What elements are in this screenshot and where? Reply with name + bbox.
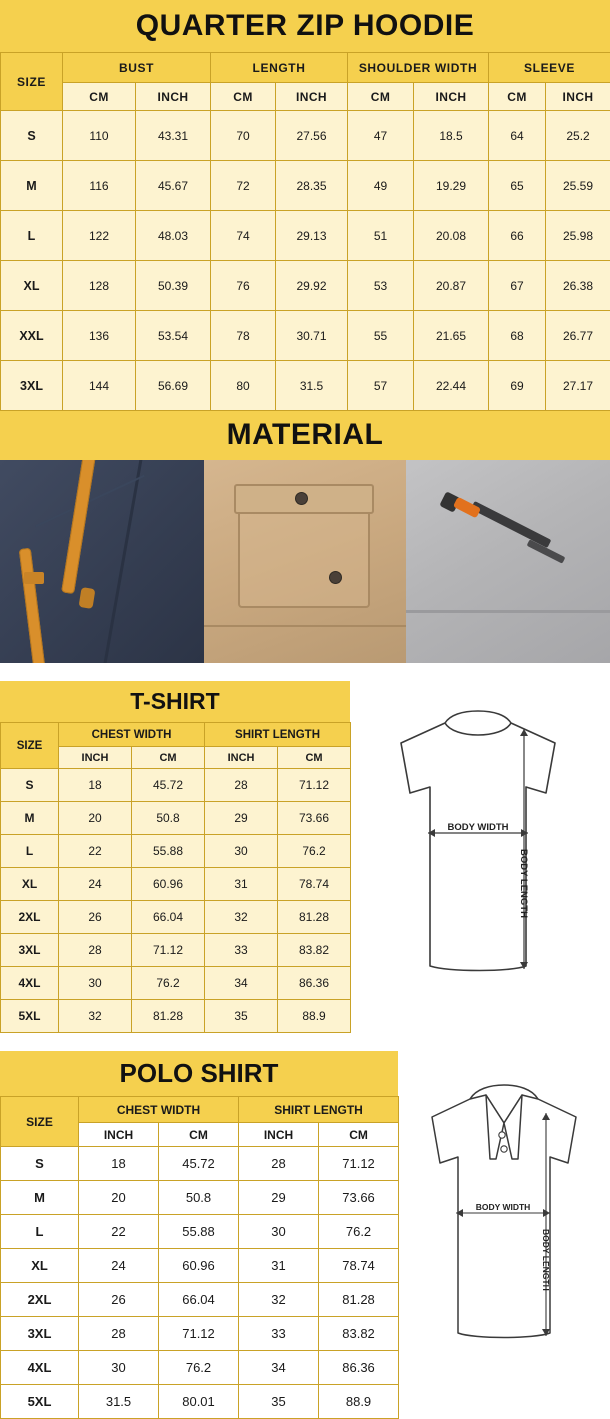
cell-value: 57 <box>348 361 414 411</box>
cell-value: 28 <box>205 769 278 802</box>
cell-value: 50.8 <box>132 802 205 835</box>
cell-value: 32 <box>205 901 278 934</box>
table-row <box>1 1385 399 1419</box>
cell-value: 71.12 <box>132 934 205 967</box>
cell-value: 35 <box>205 1000 278 1033</box>
cell-value: 56.69 <box>136 361 211 411</box>
cell-value: 73.66 <box>278 802 351 835</box>
cell-value: 29 <box>205 802 278 835</box>
unit-chest-cm: CM <box>132 747 205 769</box>
cell-size: XL <box>1 868 59 901</box>
table-row <box>1 361 610 411</box>
cell-value: 29 <box>239 1181 319 1215</box>
polo-section-title: POLO SHIRT <box>0 1051 398 1096</box>
cell-value: 30 <box>239 1215 319 1249</box>
cell-value: 34 <box>205 967 278 1000</box>
table-row <box>1 1283 399 1317</box>
cell-value: 73.66 <box>319 1181 399 1215</box>
table-row <box>1 769 351 802</box>
cell-value: 27.17 <box>546 361 610 411</box>
col-header-size: SIZE <box>1 1097 79 1147</box>
cell-value: 53.54 <box>136 311 211 361</box>
polo-illustration <box>398 1051 610 1371</box>
cell-size: XL <box>1 1249 79 1283</box>
snap-button-icon <box>296 493 307 504</box>
unit-length-cm: CM <box>211 83 276 111</box>
cell-value: 32 <box>239 1283 319 1317</box>
unit-bust-cm: CM <box>63 83 136 111</box>
cell-value: 20 <box>59 802 132 835</box>
cell-value: 22 <box>79 1215 159 1249</box>
col-header-shoulder-width: SHOULDER WIDTH <box>348 53 489 83</box>
table-row <box>1 261 610 311</box>
cell-value: 76.2 <box>278 835 351 868</box>
table-row <box>1 311 610 361</box>
cell-value: 28 <box>79 1317 159 1351</box>
cell-value: 67 <box>489 261 546 311</box>
cell-size: 3XL <box>1 361 63 411</box>
cell-value: 66.04 <box>132 901 205 934</box>
cell-size: L <box>1 1215 79 1249</box>
tshirt-illustration <box>350 681 610 1011</box>
cell-value: 60.96 <box>159 1249 239 1283</box>
table-row <box>1 934 351 967</box>
unit-length-inch: INCH <box>239 1123 319 1147</box>
cell-value: 51 <box>348 211 414 261</box>
cell-value: 29.92 <box>276 261 348 311</box>
cell-value: 76.2 <box>159 1351 239 1385</box>
unit-shoulder-inch: INCH <box>414 83 489 111</box>
tshirt-section <box>0 681 610 1033</box>
cell-value: 60.96 <box>132 868 205 901</box>
cell-value: 116 <box>63 161 136 211</box>
cell-value: 31 <box>205 868 278 901</box>
col-header-size: SIZE <box>1 53 63 111</box>
polo-section <box>0 1051 610 1419</box>
cell-value: 18 <box>59 769 132 802</box>
unit-chest-inch: INCH <box>79 1123 159 1147</box>
cell-value: 76.2 <box>319 1215 399 1249</box>
hoodie-size-table <box>0 52 610 411</box>
cell-value: 28 <box>239 1147 319 1181</box>
cell-value: 136 <box>63 311 136 361</box>
table-row <box>1 1317 399 1351</box>
cell-value: 30 <box>79 1351 159 1385</box>
cell-value: 83.82 <box>278 934 351 967</box>
cell-value: 20.87 <box>414 261 489 311</box>
col-header-shirt-length: SHIRT LENGTH <box>205 723 351 747</box>
cell-value: 33 <box>205 934 278 967</box>
table-row <box>1 1351 399 1385</box>
col-header-shirt-length: SHIRT LENGTH <box>239 1097 399 1123</box>
cell-size: M <box>1 802 59 835</box>
unit-chest-inch: INCH <box>59 747 132 769</box>
cell-value: 55 <box>348 311 414 361</box>
cell-value: 48.03 <box>136 211 211 261</box>
table-unit-row <box>1 83 610 111</box>
cell-value: 30 <box>59 967 132 1000</box>
cell-size: S <box>1 769 59 802</box>
cell-size: M <box>1 1181 79 1215</box>
cell-value: 71.12 <box>319 1147 399 1181</box>
cell-value: 28 <box>59 934 132 967</box>
table-header-row <box>1 723 351 747</box>
cell-value: 18.5 <box>414 111 489 161</box>
cell-value: 64 <box>489 111 546 161</box>
cell-value: 18 <box>79 1147 159 1181</box>
cell-value: 24 <box>79 1249 159 1283</box>
unit-length-inch: INCH <box>276 83 348 111</box>
cell-size: L <box>1 211 63 261</box>
cell-value: 71.12 <box>278 769 351 802</box>
cell-value: 65 <box>489 161 546 211</box>
hoodie-section-title: QUARTER ZIP HOODIE <box>0 0 610 52</box>
unit-chest-cm: CM <box>159 1123 239 1147</box>
khaki-pocket-photo <box>204 460 406 663</box>
cell-value: 66 <box>489 211 546 261</box>
table-row <box>1 161 610 211</box>
cell-value: 81.28 <box>278 901 351 934</box>
tshirt-diagram <box>350 681 610 1033</box>
cell-size: M <box>1 161 63 211</box>
cell-size: XL <box>1 261 63 311</box>
cell-size: 3XL <box>1 934 59 967</box>
table-row <box>1 967 351 1000</box>
cell-value: 80.01 <box>159 1385 239 1419</box>
cell-value: 55.88 <box>159 1215 239 1249</box>
cell-value: 20 <box>79 1181 159 1215</box>
cell-value: 49 <box>348 161 414 211</box>
table-row <box>1 211 610 261</box>
cell-value: 26 <box>59 901 132 934</box>
cell-value: 25.59 <box>546 161 610 211</box>
table-row <box>1 802 351 835</box>
table-row <box>1 111 610 161</box>
cell-value: 33 <box>239 1317 319 1351</box>
cell-size: 5XL <box>1 1385 79 1419</box>
cell-size: S <box>1 1147 79 1181</box>
cell-size: XXL <box>1 311 63 361</box>
col-header-length: LENGTH <box>211 53 348 83</box>
cell-value: 78.74 <box>319 1249 399 1283</box>
cell-size: 5XL <box>1 1000 59 1033</box>
col-header-chest-width: CHEST WIDTH <box>59 723 205 747</box>
cell-size: 4XL <box>1 1351 79 1385</box>
unit-length-inch: INCH <box>205 747 278 769</box>
cell-value: 76.2 <box>132 967 205 1000</box>
table-row <box>1 868 351 901</box>
cell-value: 25.2 <box>546 111 610 161</box>
cell-value: 68 <box>489 311 546 361</box>
cell-value: 34 <box>239 1351 319 1385</box>
cell-value: 31 <box>239 1249 319 1283</box>
cell-size: S <box>1 111 63 161</box>
cell-value: 22.44 <box>414 361 489 411</box>
cell-value: 80 <box>211 361 276 411</box>
cell-value: 66.04 <box>159 1283 239 1317</box>
cell-value: 31.5 <box>79 1385 159 1419</box>
tshirt-size-table <box>0 722 351 1033</box>
cell-value: 72 <box>211 161 276 211</box>
cell-value: 71.12 <box>159 1317 239 1351</box>
cell-value: 50.8 <box>159 1181 239 1215</box>
navy-drawstring-photo <box>0 460 204 663</box>
cell-value: 21.65 <box>414 311 489 361</box>
cell-value: 29.13 <box>276 211 348 261</box>
table-row <box>1 1215 399 1249</box>
tshirt-section-title: T-SHIRT <box>0 681 350 722</box>
cell-value: 128 <box>63 261 136 311</box>
cell-size: 4XL <box>1 967 59 1000</box>
col-header-chest-width: CHEST WIDTH <box>79 1097 239 1123</box>
cell-value: 32 <box>59 1000 132 1033</box>
cell-value: 74 <box>211 211 276 261</box>
cell-value: 70 <box>211 111 276 161</box>
body-width-label: BODY WIDTH <box>447 822 508 833</box>
cell-value: 24 <box>59 868 132 901</box>
table-row <box>1 1249 399 1283</box>
table-row <box>1 901 351 934</box>
cell-value: 50.39 <box>136 261 211 311</box>
grey-zipper-photo <box>406 460 610 663</box>
cell-value: 26 <box>79 1283 159 1317</box>
cell-value: 19.29 <box>414 161 489 211</box>
cell-value: 28.35 <box>276 161 348 211</box>
table-row <box>1 835 351 868</box>
unit-sleeve-inch: INCH <box>546 83 610 111</box>
cell-value: 31.5 <box>276 361 348 411</box>
cell-value: 26.38 <box>546 261 610 311</box>
cell-size: 2XL <box>1 1283 79 1317</box>
cell-value: 69 <box>489 361 546 411</box>
table-row <box>1 1000 351 1033</box>
unit-length-cm: CM <box>278 747 351 769</box>
cell-value: 86.36 <box>319 1351 399 1385</box>
cell-size: 3XL <box>1 1317 79 1351</box>
cell-value: 22 <box>59 835 132 868</box>
cell-value: 35 <box>239 1385 319 1419</box>
cell-value: 26.77 <box>546 311 610 361</box>
unit-sleeve-cm: CM <box>489 83 546 111</box>
cell-value: 122 <box>63 211 136 261</box>
unit-bust-inch: INCH <box>136 83 211 111</box>
cell-value: 81.28 <box>319 1283 399 1317</box>
table-header-row <box>1 1097 399 1123</box>
cell-value: 43.31 <box>136 111 211 161</box>
unit-shoulder-cm: CM <box>348 83 414 111</box>
cell-value: 88.9 <box>319 1385 399 1419</box>
polo-size-table <box>0 1096 399 1419</box>
cell-value: 78.74 <box>278 868 351 901</box>
cell-value: 47 <box>348 111 414 161</box>
col-header-size: SIZE <box>1 723 59 769</box>
cell-value: 20.08 <box>414 211 489 261</box>
cell-value: 30.71 <box>276 311 348 361</box>
cell-value: 45.72 <box>159 1147 239 1181</box>
table-row <box>1 1147 399 1181</box>
cell-value: 81.28 <box>132 1000 205 1033</box>
cell-value: 78 <box>211 311 276 361</box>
cell-value: 55.88 <box>132 835 205 868</box>
cell-size: 2XL <box>1 901 59 934</box>
table-row <box>1 1181 399 1215</box>
cell-value: 45.72 <box>132 769 205 802</box>
body-length-label: BODY LENGTH <box>518 849 529 918</box>
cell-value: 30 <box>205 835 278 868</box>
cell-value: 110 <box>63 111 136 161</box>
col-header-bust: BUST <box>63 53 211 83</box>
material-photo-row <box>0 460 610 663</box>
table-header-row <box>1 53 610 83</box>
cell-value: 25.98 <box>546 211 610 261</box>
cell-value: 86.36 <box>278 967 351 1000</box>
cell-value: 53 <box>348 261 414 311</box>
unit-length-cm: CM <box>319 1123 399 1147</box>
cell-value: 144 <box>63 361 136 411</box>
col-header-sleeve: SLEEVE <box>489 53 610 83</box>
cell-value: 88.9 <box>278 1000 351 1033</box>
cell-value: 83.82 <box>319 1317 399 1351</box>
cell-value: 76 <box>211 261 276 311</box>
polo-diagram <box>398 1051 610 1419</box>
cell-size: L <box>1 835 59 868</box>
cell-value: 27.56 <box>276 111 348 161</box>
body-width-label: BODY WIDTH <box>476 1202 531 1212</box>
cell-value: 45.67 <box>136 161 211 211</box>
snap-button-icon <box>330 572 341 583</box>
material-section-title: MATERIAL <box>0 411 610 460</box>
body-length-label: BODY LENGTH <box>541 1229 551 1291</box>
